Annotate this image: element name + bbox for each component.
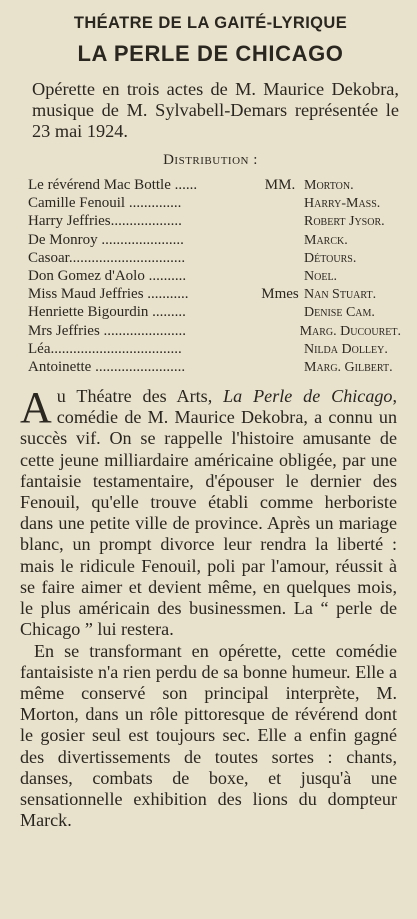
- cast-role: Miss Maud Jeffries ...........: [28, 286, 189, 303]
- cast-row: [28, 250, 401, 268]
- cast-honorific: MM.: [264, 177, 296, 193]
- cast-actor: Nan Stuart.: [304, 287, 377, 303]
- review-play-title: La Perle de Chicago: [223, 386, 393, 407]
- cast-actor: Robert Jysor.: [304, 214, 385, 230]
- cast-actor: Détours.: [304, 250, 357, 266]
- play-title: LA PERLE DE CHICAGO: [77, 41, 344, 66]
- cast-actor: Harry-Mass.: [304, 196, 381, 212]
- cast-actor: Denise Cam.: [304, 305, 375, 321]
- cast-actor: Marg. Ducouret.: [299, 323, 401, 339]
- cast-role: Henriette Bigourdin .........: [28, 304, 186, 321]
- cast-actor: Morton.: [304, 178, 354, 193]
- distribution-heading: Distribution :: [163, 152, 258, 168]
- cast-row: [28, 359, 401, 377]
- cast-row: [28, 177, 401, 195]
- cast-actor: Nilda Dolley.: [304, 341, 388, 357]
- cast-row: [28, 213, 401, 231]
- cast-list: [28, 177, 401, 377]
- cast-row: [28, 286, 401, 304]
- cast-role: Casoar...............................: [28, 249, 186, 266]
- review-paragraph-1: [20, 383, 401, 640]
- cast-role: Le révérend Mac Bottle ......: [28, 177, 198, 193]
- cast-row: [28, 341, 401, 359]
- drop-cap: A: [20, 383, 52, 433]
- cast-role: Camille Fenouil ..............: [28, 195, 182, 212]
- cast-role: De Monroy ......................: [28, 231, 184, 248]
- cast-row: [28, 232, 401, 250]
- cast-role: Antoinette ........................: [28, 358, 186, 375]
- cast-role: Léa...................................: [28, 340, 182, 357]
- cast-row: [28, 195, 401, 213]
- cast-actor: Marck.: [304, 232, 348, 248]
- cast-row: [28, 323, 401, 341]
- cast-role: Mrs Jeffries ......................: [28, 322, 187, 339]
- cast-role: Don Gomez d'Aolo ..........: [28, 267, 187, 284]
- theatre-name: THÉATRE DE LA GAITÉ-LYRIQUE: [73, 14, 348, 32]
- review-lead: u Théatre des Arts,: [56, 386, 224, 407]
- cast-actor: Noel.: [304, 268, 338, 284]
- cast-actor: Marg. Gilbert.: [304, 359, 393, 375]
- cast-row: [28, 268, 401, 286]
- cast-honorific: Mmes: [261, 286, 299, 303]
- review-text: , comédie de M. Maurice Dekobra, a connu un succès vif. On se rappelle l'histoire amusante de cette jeune milliardaire américaine obligée, par une fantaisie testamentaire, d'épouser le dernier des Fenouil, qu'elle trouve établi comme herboriste dans une petite ville de province. Après un mariage blanc, un prompt divorce leur rendra la liberté : mais le ridicule Fenouil, poli par l'amour, réussit à se faire aimer et devient même, en quelques mois, le plus américain des businessmen. La “ perle de Chicago ” lui restera.: [20, 386, 397, 640]
- play-subtitle: Opérette en trois actes de M. Maurice Dekobra, musique de M. Sylvabell-Demars représentée le 23 mai 1924.: [32, 79, 399, 141]
- review-paragraph-2: En se transformant en opérette, cette comédie fantaisiste n'a rien perdu de sa bonne humeur. Elle a même conservé son principal interprète, M. Morton, dans un rôle pittoresque de révérend dont le gosier seul est toujours sec. Elle a enfin gagné des divertissements de toutes sortes : chants, danses, combats de boxe, et jusqu'à une sensationnelle exhibition des lions du dompteur Marck.: [20, 640, 397, 831]
- cast-role: Harry Jeffries...................: [28, 213, 182, 230]
- cast-row: [28, 304, 401, 322]
